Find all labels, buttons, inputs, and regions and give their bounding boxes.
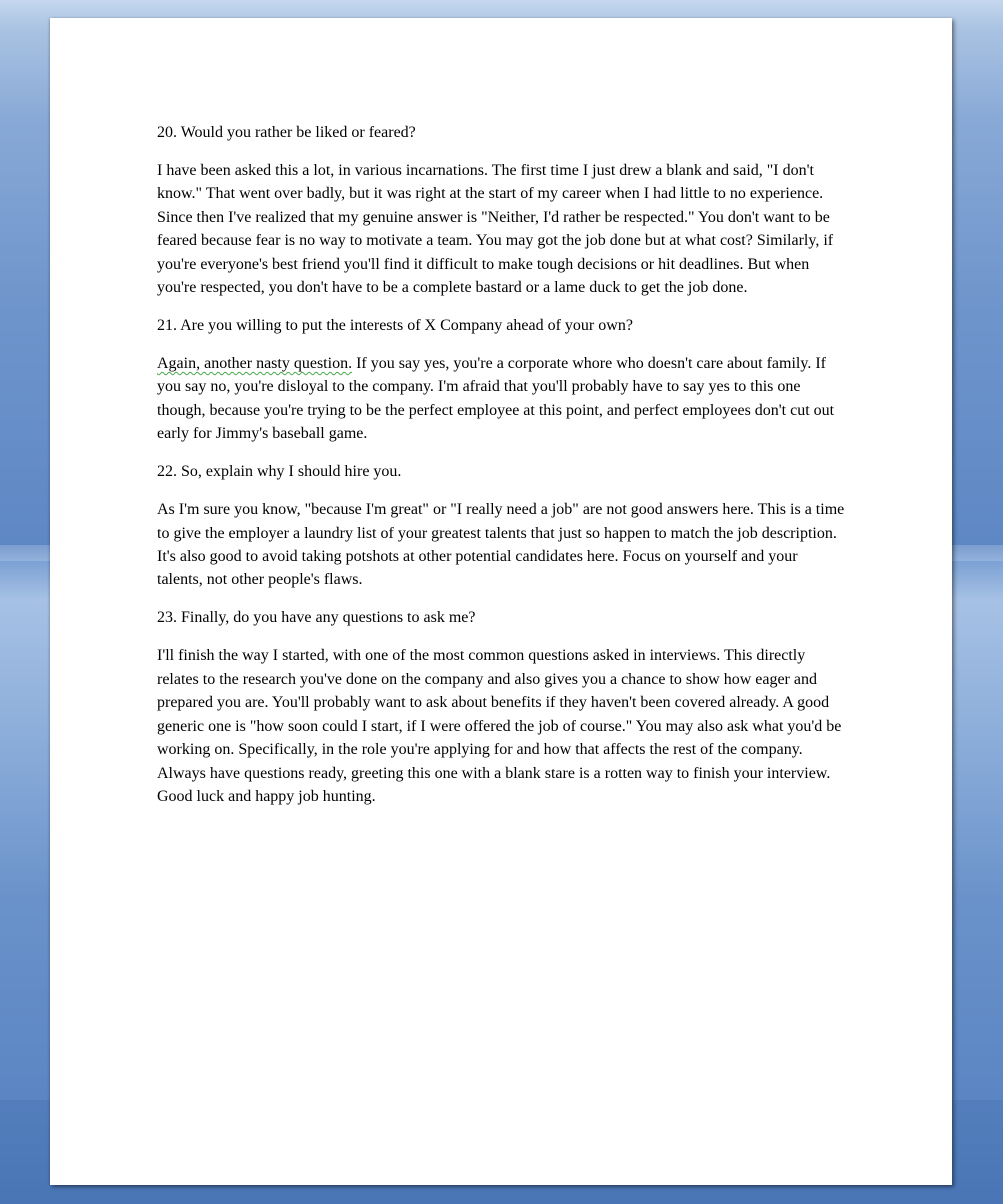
question-22: 22. So, explain why I should hire you. <box>157 463 402 481</box>
answer-21 <box>157 352 847 446</box>
question-21: 21. Are you willing to put the interests of X Company ahead of your own? <box>157 317 633 335</box>
answer-20: I have been asked this a lot, in various incarnations. The first time I just drew a blank and said, "I don't know." That went over badly, but it was right at the start of my career when I had little to no experience. Since then I've realized that my genuine answer is "Neither, I'd rather be respected." You don't want to be feared because fear is no way to motivate a team. You may got the job done but at what cost? Similarly, if you're everyone's best friend you'll find it difficult to make tough decisions or hit deadlines. But when you're respected, you don't have to be a complete bastard or a lame duck to get the job done. <box>157 162 834 297</box>
answer-21-text: If you say yes, you're a corporate whore who doesn't care about family. If you say no, you're disloyal to the company. I'm afraid that you'll probably have to say yes to this one though, because you're trying to be the perfect employee at this point, and perfect employees don't cut out early for Jimmy's baseball game. <box>157 355 835 443</box>
grammar-flagged-phrase[interactable]: Again, another nasty question. <box>157 355 353 373</box>
answer-22: As I'm sure you know, "because I'm great" or "I really need a job" are not good answers here. This is a time to give the employer a laundry list of your greatest talents that just so happen to match the job description. It's also good to avoid taking potshots at other potential candidates here. Focus on yourself and your talents, not other people's flaws. <box>157 501 845 589</box>
document-page[interactable] <box>50 18 952 1185</box>
question-20: 20. Would you rather be liked or feared? <box>157 124 416 141</box>
question-23: 23. Finally, do you have any questions to ask me? <box>157 609 476 627</box>
answer-23: I'll finish the way I started, with one of the most common questions asked in interviews. This directly relates to the research you've done on the company and also gives you a chance to show how eager and prepared you are. You'll probably want to ask about benefits if they haven't been covered already. A good generic one is "how soon could I start, if I were offered the job of course." You may also ask what you'd be working on. Specifically, in the role you're applying for and how that affects the rest of the company. Always have questions ready, greeting this one with a blank stare is a rotten way to finish your interview. Good luck and happy job hunting. <box>157 647 842 805</box>
document-body[interactable] <box>157 121 847 823</box>
